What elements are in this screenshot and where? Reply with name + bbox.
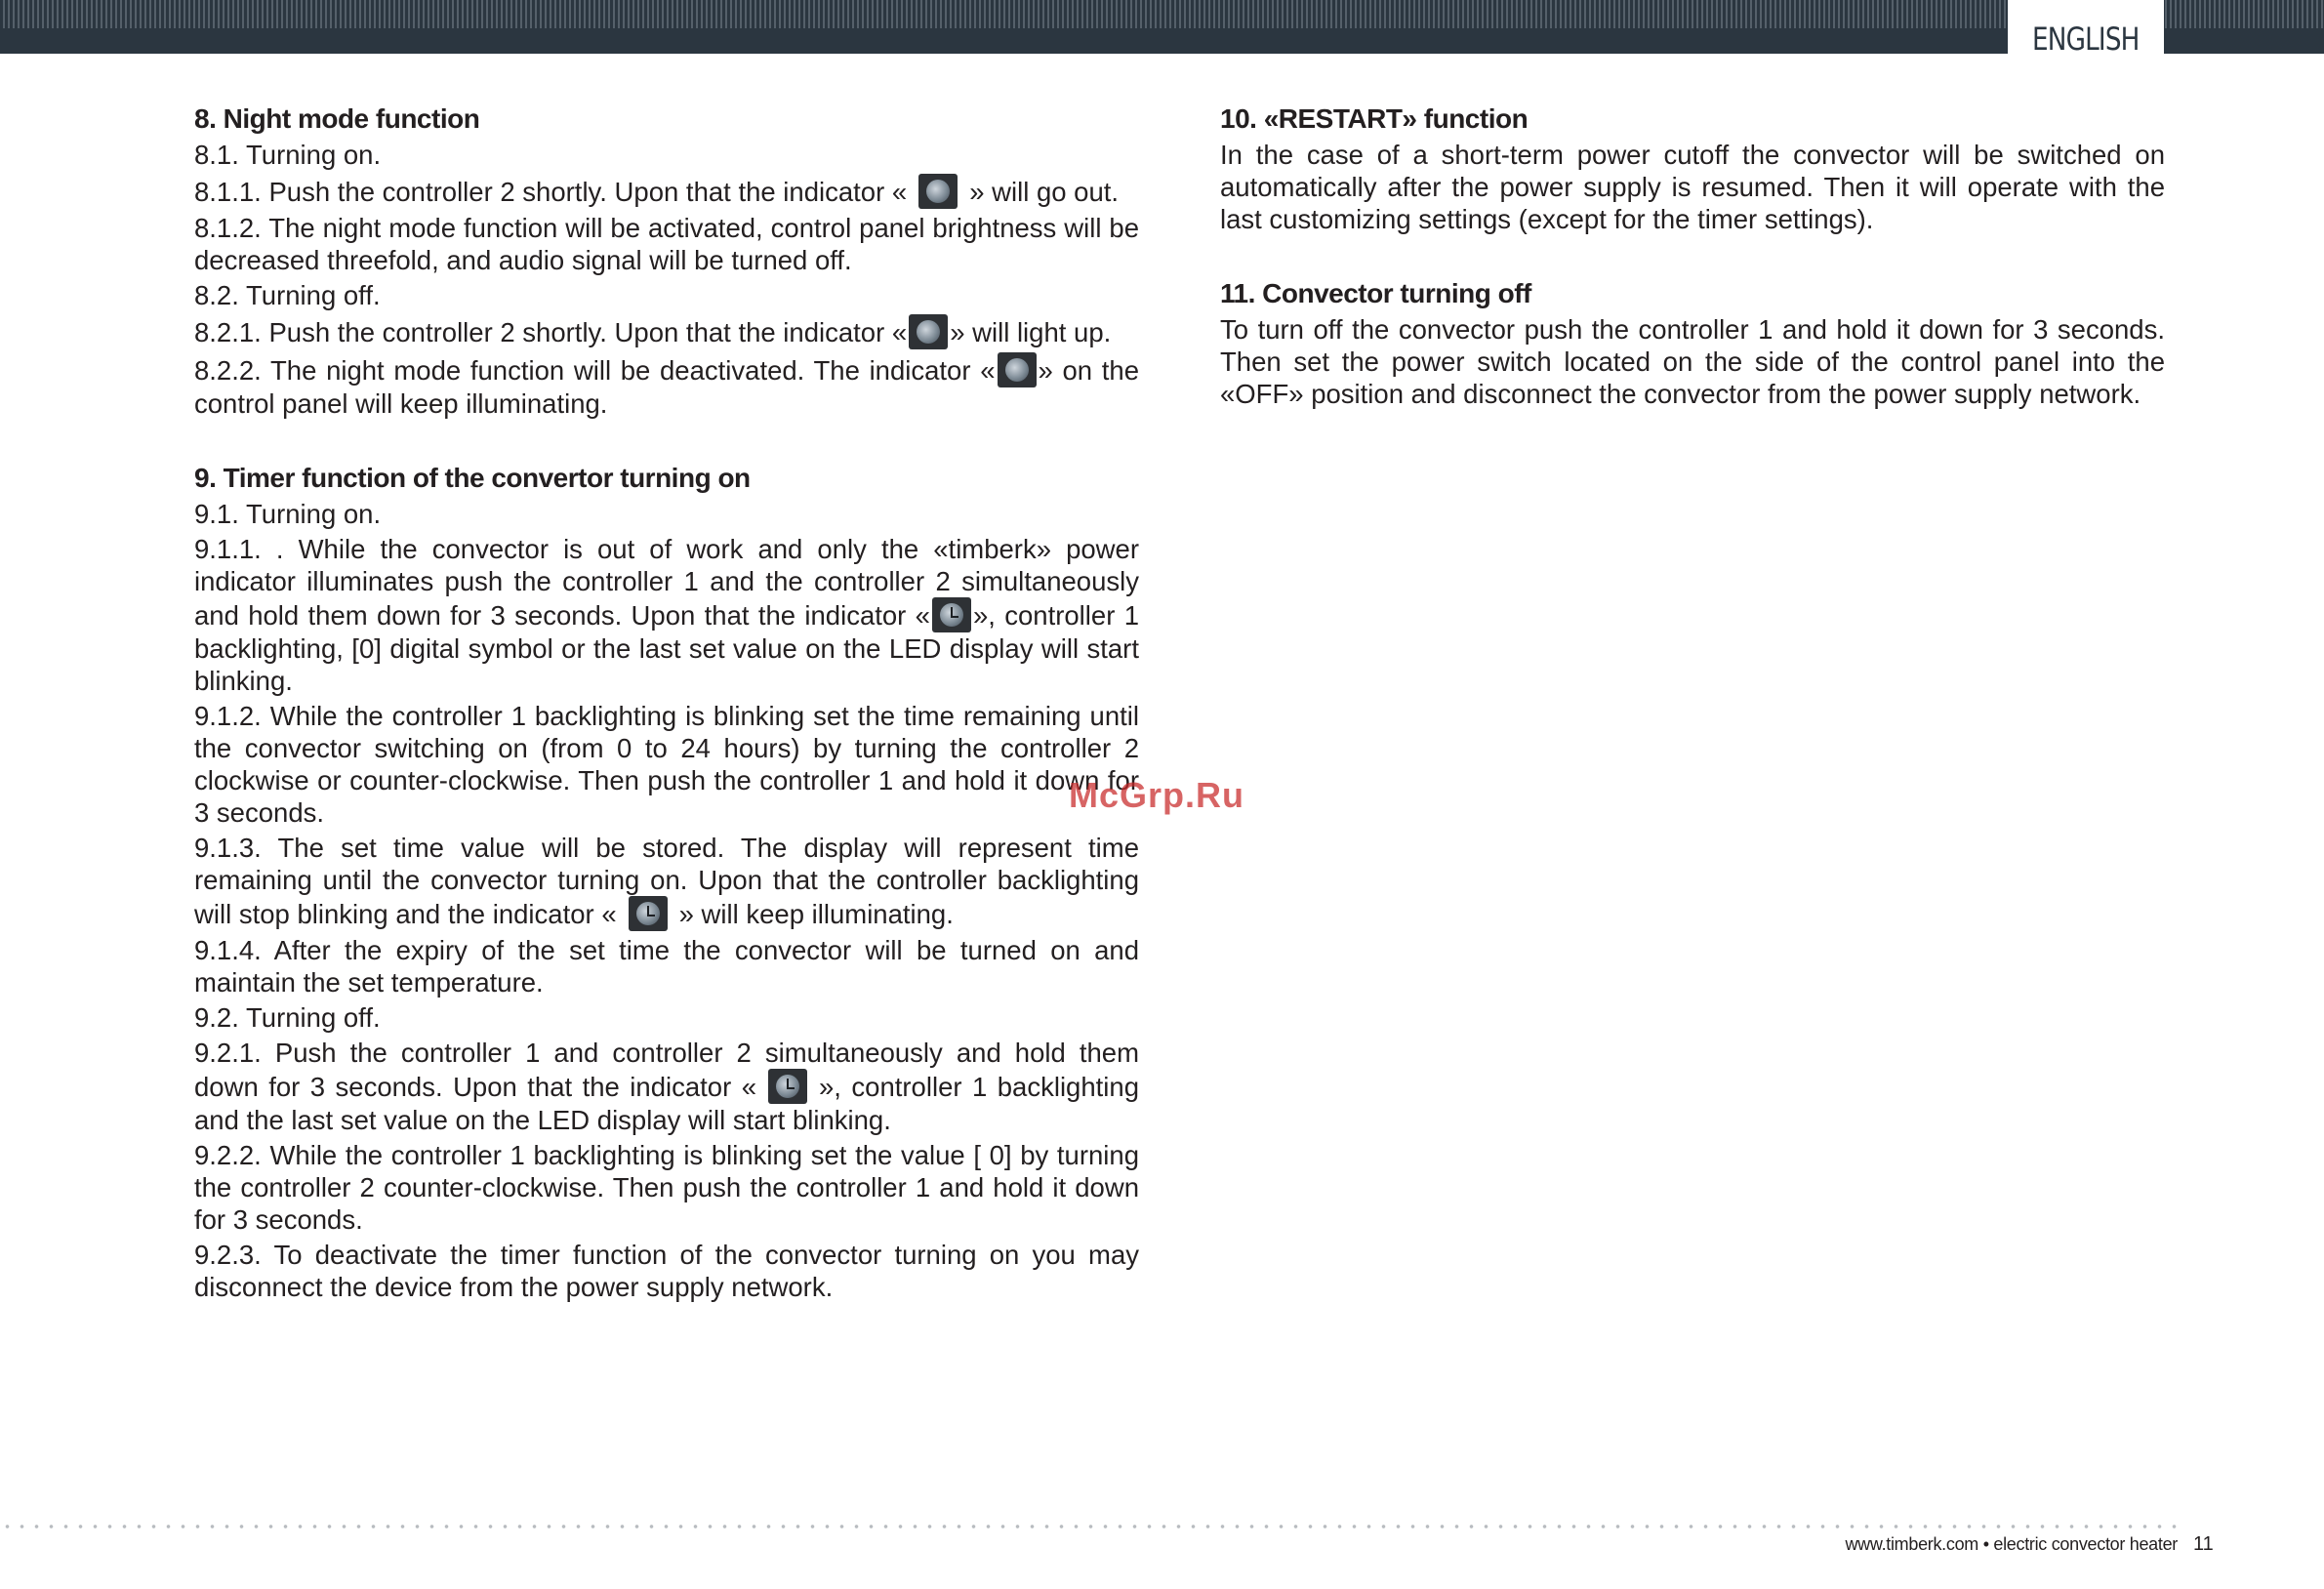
para-9-2-2: 9.2.2. While the controller 1 backlighting is blinking set the value [ 0] by turning the controller 2 counter-clockwise. Then push the controller 1 and hold it down for 3 seconds. <box>194 1140 1139 1235</box>
para-9-1-4: 9.1.4. After the expiry of the set time the convector will be turned on and maintain the set temperature. <box>194 935 1139 998</box>
para-8-1-2: 8.1.2. The night mode function will be activated, control panel brightness will be decreased threefold, and audio signal will be turned off. <box>194 213 1139 275</box>
para-9-1: 9.1. Turning on. <box>194 499 382 529</box>
left-column <box>194 100 1139 1306</box>
para-9-2-1: 9.2.1. Push the controller 1 and controller 2 simultaneously and hold them down for 3 seconds. Upon that the indicator « », controller 1 backlighting and the last set value on the LED display will start blinking. <box>194 1038 1139 1135</box>
para-11: To turn off the convector push the controller 1 and hold it down for 3 seconds. Then set the power switch located on the side of the control panel into the «OFF» position and disconnect the convector from the power supply network. <box>1220 314 2165 409</box>
para-9-1-2: 9.1.2. While the controller 1 backlighting is blinking set the time remaining until the convector switching on (from 0 to 24 hours) by turning the controller 2 clockwise or counter-clockwise. Then push the controller 1 and hold it down for 3 seconds. <box>194 701 1139 828</box>
para-8-2-1: 8.2.1. Push the controller 2 shortly. Upon that the indicator « » will light up. <box>194 314 1139 349</box>
right-column <box>1220 100 2165 413</box>
para-8-2-2: 8.2.2. The night mode function will be deactivated. The indicator « » on the control panel will keep illuminating. <box>194 352 1139 420</box>
night-mode-indicator-icon <box>918 174 958 209</box>
footer-dotted-divider <box>0 1525 2186 1528</box>
para-8-2: 8.2. Turning off. <box>194 280 381 310</box>
night-mode-indicator-icon <box>998 352 1037 387</box>
timer-indicator-icon <box>629 896 668 931</box>
para-8-1-1: 8.1.1. Push the controller 2 shortly. Upon that the indicator « » will go out. <box>194 174 1139 209</box>
para-9-2: 9.2. Turning off. <box>194 1002 381 1033</box>
section-8-title: 8. Night mode function <box>194 103 480 134</box>
watermark: McGrp.Ru <box>1069 775 1245 815</box>
language-tab: ENGLISH <box>2008 0 2164 57</box>
para-8-1: 8.1. Turning on. <box>194 140 382 170</box>
para-9-1-1: 9.1.1. . While the convector is out of work and only the «timberk» power indicator illuminates push the controller 1 and the controller 2 simultaneously and hold them down for 3 seconds. Upon that the indicator « », controller 1 backlighting, [0] digital symbol or the last set value on the LED display will start blinking. <box>194 534 1139 696</box>
para-9-1-3: 9.1.3. The set time value will be stored. The display will represent time remaining until the convector turning on. Upon that the controller backlighting will stop blinking and the indicator « » will keep illuminating. <box>194 833 1139 929</box>
night-mode-indicator-icon <box>909 314 948 349</box>
section-11-title: 11. Convector turning off <box>1220 278 1531 308</box>
timer-indicator-icon <box>932 597 971 632</box>
section-9-title: 9. Timer function of the convertor turning on <box>194 463 751 493</box>
header-bar <box>0 0 2324 54</box>
para-10: In the case of a short-term power cutoff the convector will be switched on automatically after the power supply is resumed. Then it will operate with the last customizing settings (except for the timer settings). <box>1220 140 2165 234</box>
section-10-title: 10. «RESTART» function <box>1220 103 1529 134</box>
footer-site-text: www.timberk.com • electric convector heater <box>1845 1534 2178 1554</box>
page-number: 11 <box>2193 1533 2214 1555</box>
timer-indicator-icon <box>768 1069 807 1104</box>
para-9-2-3: 9.2.3. To deactivate the timer function of the convector turning on you may disconnect the device from the power supply network. <box>194 1240 1139 1302</box>
